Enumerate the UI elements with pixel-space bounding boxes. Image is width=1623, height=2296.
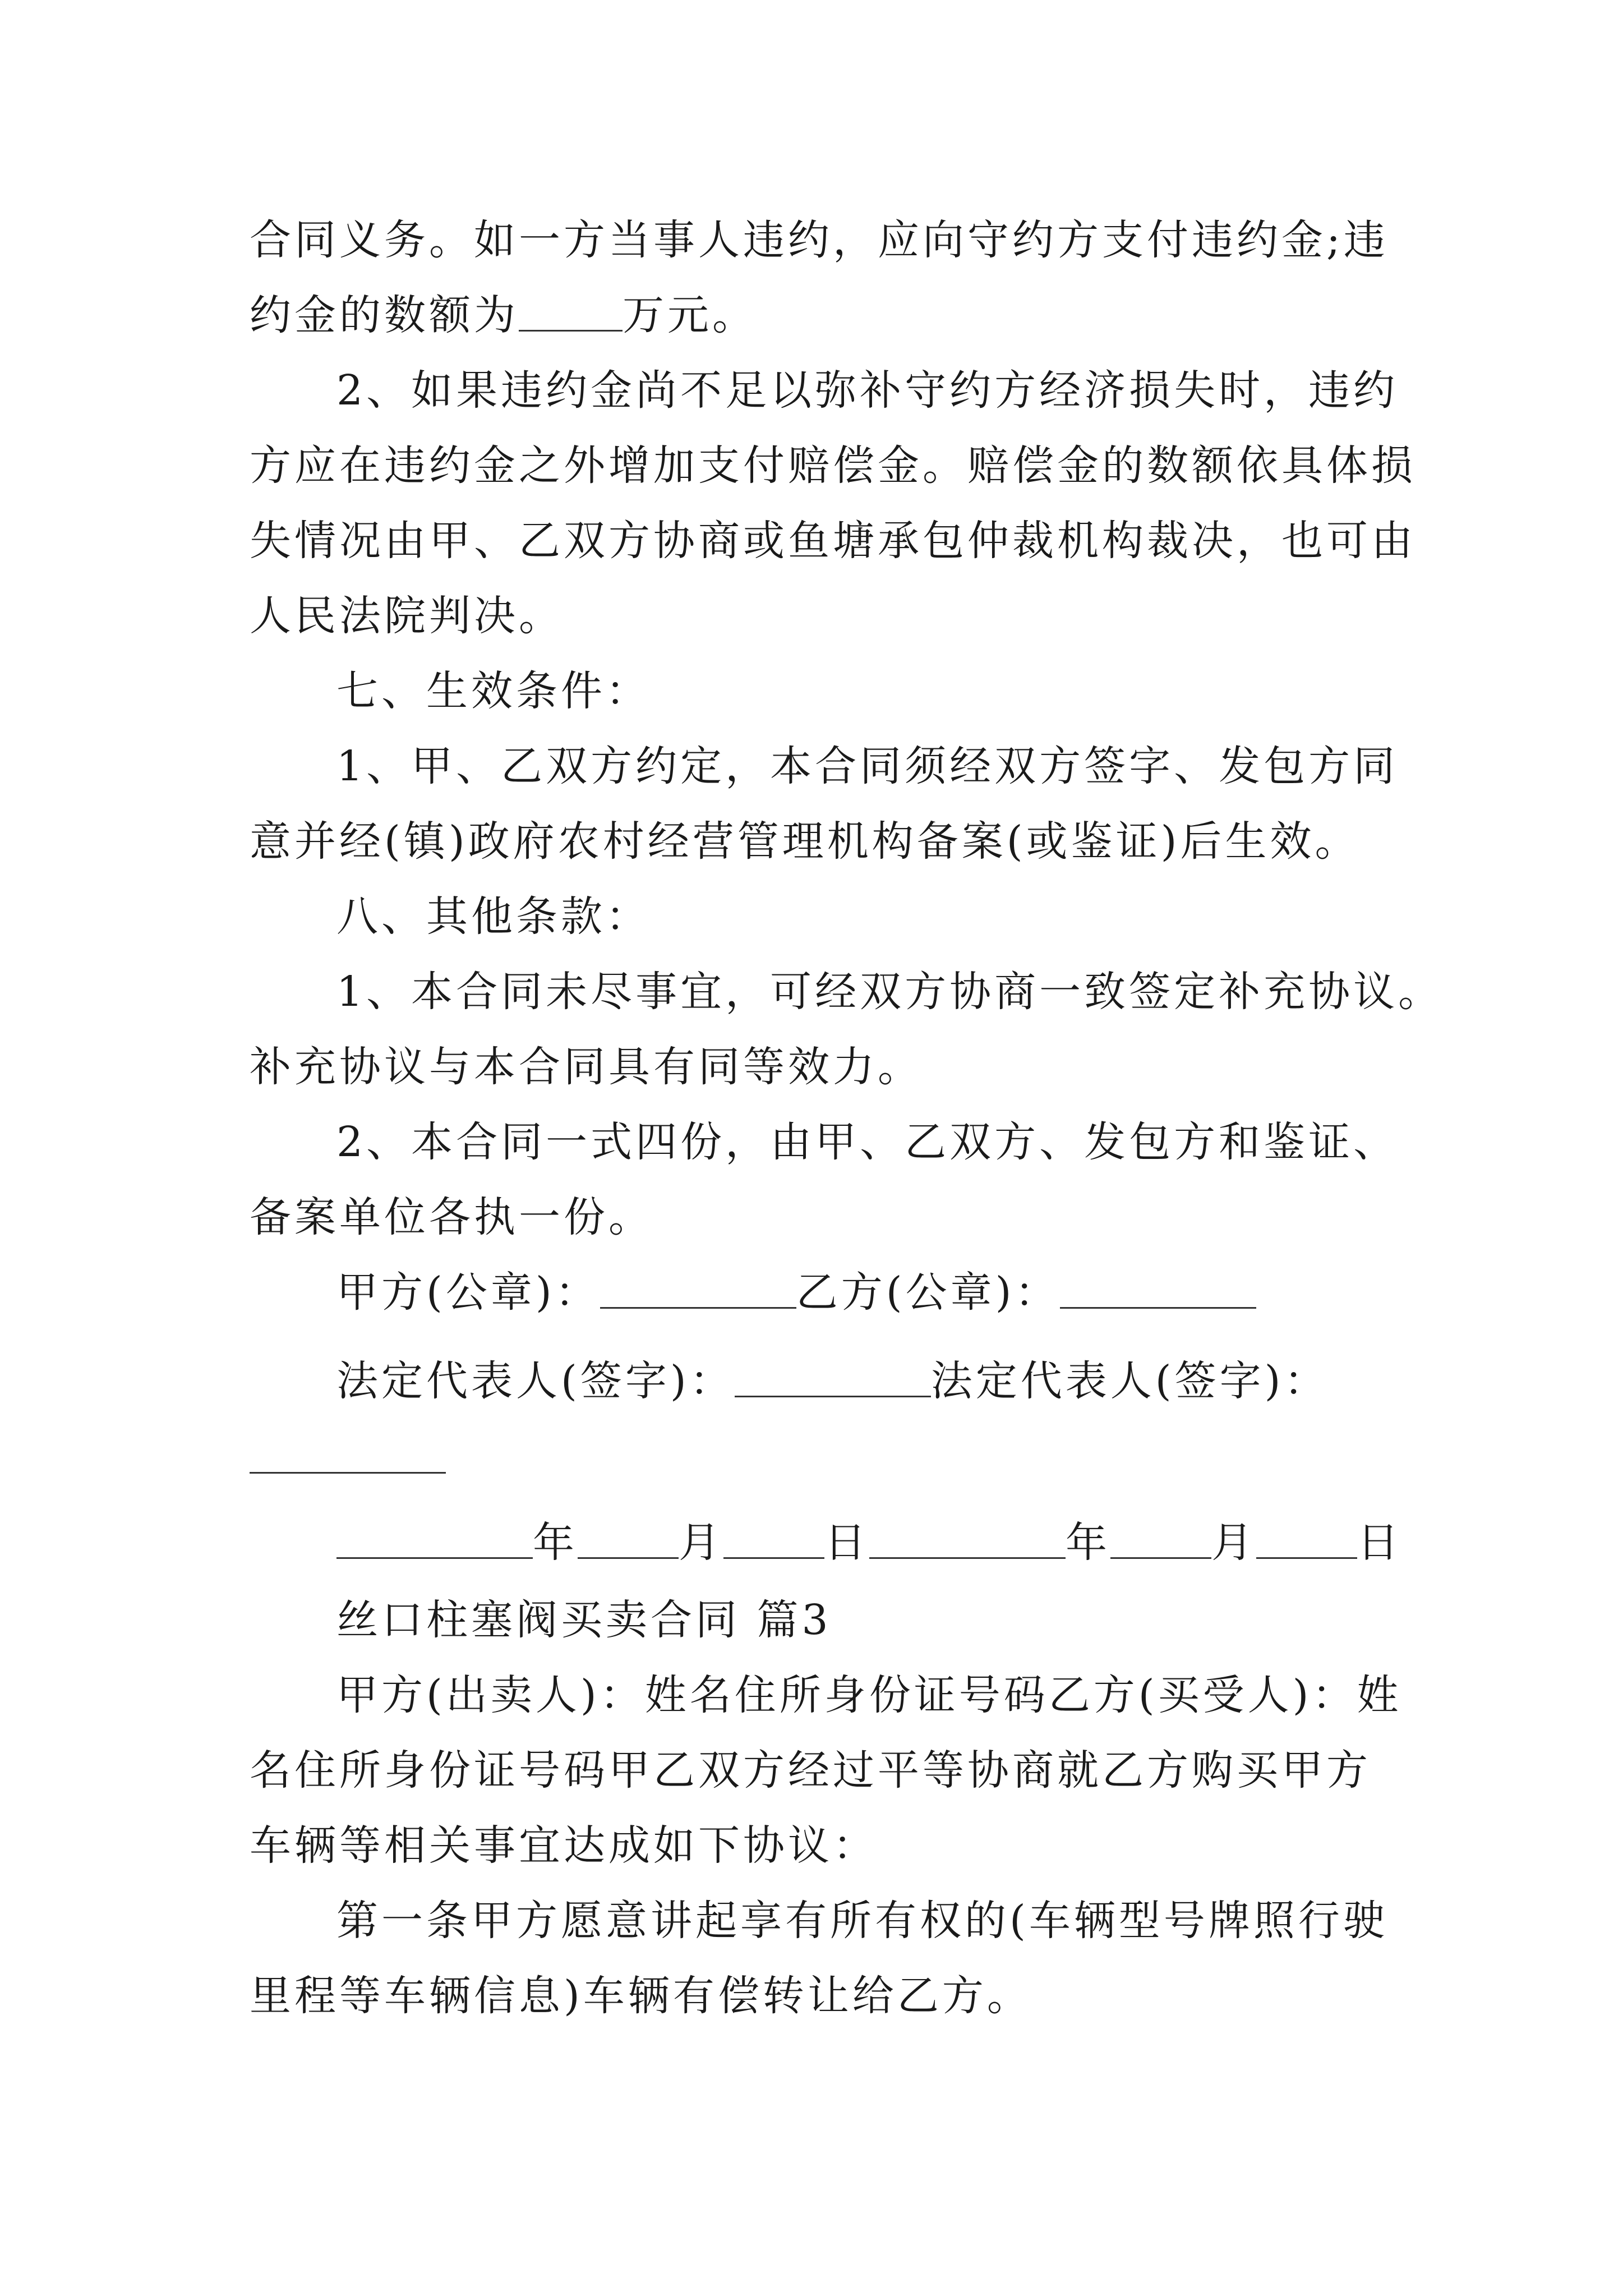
- paragraph-line: [250, 513, 1416, 569]
- date-line: [336, 1515, 1492, 1571]
- text-run: 车辆等相关事宜达成如下协议：: [250, 1821, 878, 1870]
- party-b-seal-label: 乙方(公章)：: [796, 1268, 1060, 1317]
- paragraph-line: [250, 1189, 1405, 1245]
- party-b-seal-blank: [1060, 1268, 1256, 1309]
- text-run: 第一条甲方愿意讲起享有所有权的(车辆型号牌照行驶: [336, 1897, 1388, 1945]
- day-label: 日: [824, 1519, 869, 1567]
- rep-b-label: 法定代表人(签字)：: [930, 1357, 1329, 1405]
- text-run: 人民法院判决。: [250, 592, 564, 640]
- rep-a-blank: [735, 1356, 931, 1397]
- text-run: 甲方(出卖人)：姓名住所身份证号码乙方(买受人)：姓: [336, 1671, 1402, 1719]
- party-a-seal-blank: [600, 1268, 796, 1309]
- text-run: 名住所身份证号码甲乙双方经过平等协商就乙方购买甲方: [250, 1746, 1371, 1795]
- month-blank: [1110, 1518, 1211, 1559]
- fill-in-blank: [519, 291, 623, 332]
- section-3-heading: [336, 1592, 1492, 1648]
- day-blank: [1256, 1518, 1357, 1559]
- month-blank: [578, 1518, 679, 1559]
- paragraph-line: [250, 1039, 1405, 1095]
- year-blank: [869, 1518, 1066, 1559]
- paragraph-line: [250, 588, 1405, 644]
- text-run: 万元。: [623, 291, 757, 339]
- text-run: 合同义务。如一方当事人违约，应向守约方支付违约金;违: [250, 216, 1389, 264]
- year-label: 年: [1066, 1519, 1110, 1567]
- text-run: 七、生效条件：: [336, 667, 651, 715]
- text-run: 里程等车辆信息)车辆有偿转让给乙方。: [250, 1972, 1032, 2020]
- paragraph-line: [336, 1893, 1492, 1949]
- paragraph-line: [336, 738, 1492, 794]
- text-run: 八、其他条款：: [336, 892, 651, 941]
- paragraph-line: [250, 1818, 1405, 1874]
- paragraph-line: [336, 1114, 1492, 1170]
- text-run: 1、甲、乙双方约定，本合同须经双方签字、发包方同: [336, 742, 1399, 790]
- rep-b-blank: [250, 1472, 446, 1474]
- paragraph-line: [336, 964, 1492, 1020]
- text-run: 备案单位各执一份。: [250, 1193, 653, 1241]
- month-label: 月: [1211, 1519, 1256, 1567]
- paragraph-line: [336, 1667, 1492, 1723]
- paragraph-line: [250, 212, 1405, 268]
- month-label: 月: [679, 1519, 723, 1567]
- paragraph-line: [250, 1742, 1405, 1798]
- day-blank: [723, 1518, 824, 1559]
- seal-line: [336, 1264, 1492, 1320]
- text-run: 2、本合同一式四份，由甲、乙双方、发包方和鉴证、: [336, 1118, 1399, 1166]
- section-heading-8: [336, 889, 1492, 945]
- text-run: 失情况由甲、乙双方协商或鱼塘承包仲裁机构裁决，也可由: [250, 517, 1416, 565]
- representative-line: [336, 1353, 1492, 1409]
- paragraph-line: [250, 1968, 1405, 2024]
- text-run: 补充协议与本合同具有同等效力。: [250, 1043, 923, 1091]
- rep-a-label: 法定代表人(签字)：: [336, 1357, 735, 1405]
- party-a-seal-label: 甲方(公章)：: [336, 1268, 600, 1317]
- text-run: 方应在违约金之外增加支付赔偿金。赔偿金的数额依具体损: [250, 441, 1416, 490]
- paragraph-line: [250, 813, 1405, 869]
- year-label: 年: [533, 1519, 578, 1567]
- text-run: 2、如果违约金尚不足以弥补守约方经济损失时，违约: [336, 366, 1399, 415]
- day-label: 日: [1357, 1519, 1402, 1567]
- section-heading-7: [336, 663, 1492, 719]
- paragraph-line: [250, 438, 1416, 494]
- paragraph-line: [250, 287, 1405, 343]
- text-run: 约金的数额为: [250, 291, 519, 339]
- text-run: 1、本合同未尽事宜，可经双方协商一致签定补充协议。: [336, 968, 1444, 1016]
- year-blank: [336, 1518, 533, 1559]
- text-run: 意并经(镇)政府农村经营管理机构备案(或鉴证)后生效。: [250, 817, 1360, 866]
- text-run: 丝口柱塞阀买卖合同 篇3: [336, 1596, 832, 1644]
- clause-2-line: [336, 362, 1492, 418]
